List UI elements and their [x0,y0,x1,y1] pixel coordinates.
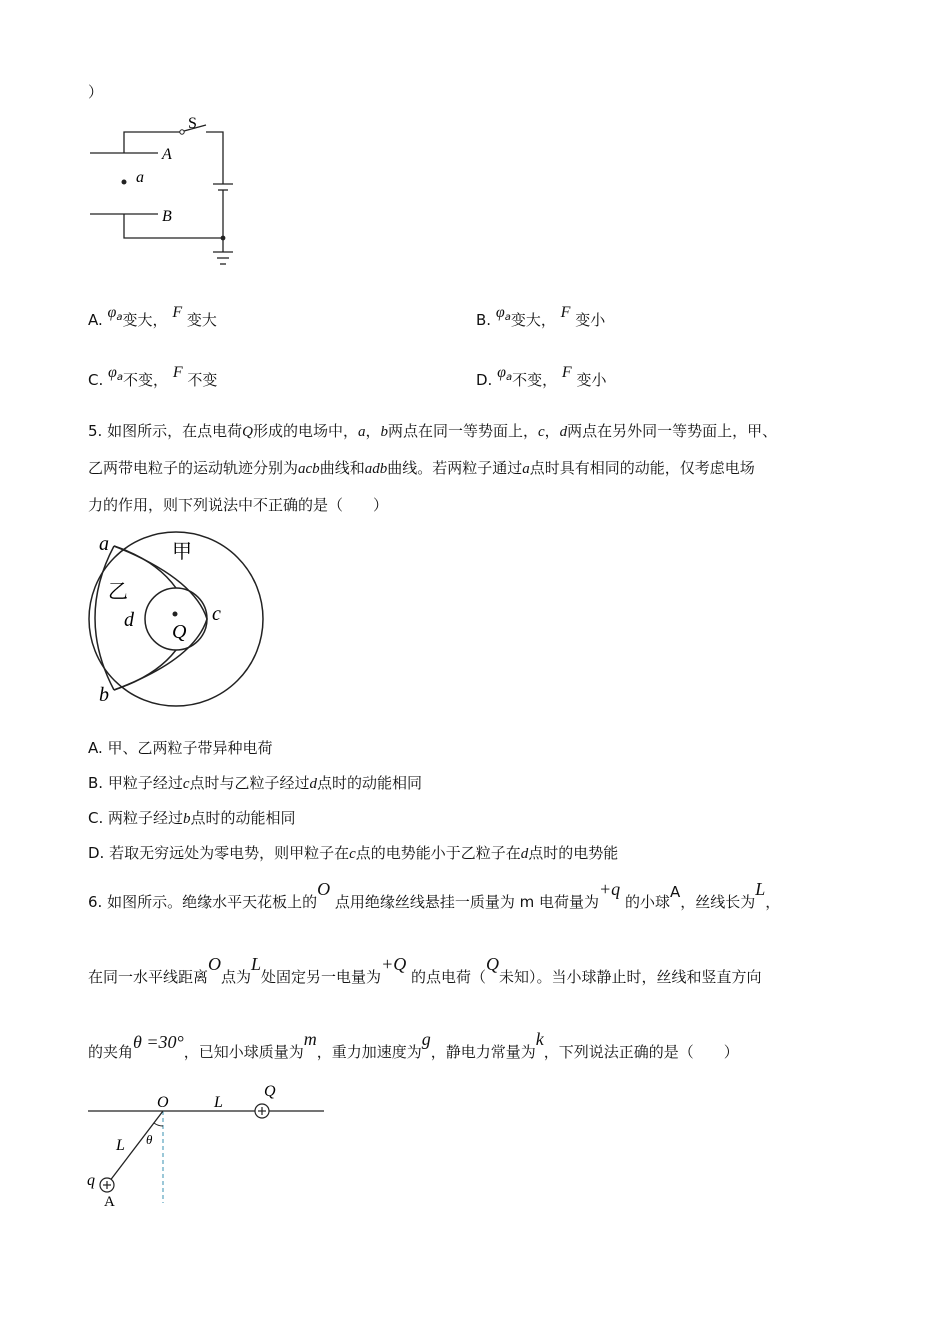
q4-option-a[interactable]: A. $\varphi^a$变大， F 变大 [88,304,217,329]
q4-option-d[interactable]: D. $\varphi^a$不变， F 变小 [476,364,607,389]
point-b-label: b [99,684,109,706]
point-d-label: d [124,609,134,631]
q5-stem-line-1: 5. 如图所示，在点电荷Q形成的电场中，a，b两点在同一等势面上，c，d两点在另外同一等势面上，甲、 [88,422,778,440]
capacitor-circuit-figure [80,108,250,278]
q6-stem-line-2: 在同一水平线距离O点为L处固定另一电量为+Q 的点电荷（Q未知）。当小球静止时，丝线和竖直方向 [88,954,762,986]
point-a-label: a [99,533,109,555]
point-a-label: a [136,169,144,186]
switch-label: S [188,115,197,132]
q5-option-c[interactable]: C. 两粒子经过b点时的动能相同 [88,809,296,827]
particle-yi-label: 乙 [108,581,128,603]
point-charge-field-figure [84,526,274,712]
q5-option-d[interactable]: D. 若取无穷远处为零电势，则甲粒子在c点的电势能小于乙粒子在d点时的电势能 [88,844,619,862]
string-l-label: L [116,1137,125,1154]
q4-option-c[interactable]: C. $\varphi^a$不变， F 不变 [88,364,218,389]
q6-stem-line-3: 的夹角θ =30°，已知小球质量为m，重力加速度为g，静电力常量为k，下列说法正确的是（ ） [88,1029,739,1061]
q5-option-a[interactable]: A. 甲、乙两粒子带异种电荷 [88,739,273,757]
plate-a-label: A [162,146,172,163]
q5-option-b[interactable]: B. 甲粒子经过c点时与乙粒子经过d点时的动能相同 [88,774,423,792]
charge-q-label: Q [264,1083,276,1100]
ball-a-label: A [104,1194,115,1210]
q5-stem-line-2: 乙两带电粒子的运动轨迹分别为acb曲线和adb曲线。若两粒子通过a点时具有相同的动能，仅考虑电场 [88,459,755,477]
previous-question-tail: ） [88,83,104,101]
q4-option-b[interactable]: B. $\varphi^a$变大， F 变小 [476,304,606,329]
q5-stem-line-3: 力的作用，则下列说法中不正确的是（ ） [88,496,389,514]
plate-b-label: B [162,208,172,225]
charge-q-label: Q [172,621,187,643]
angle-theta-label: θ [146,1132,153,1147]
point-c-label: c [212,603,221,625]
particle-jia-label: 甲 [172,541,192,563]
pendulum-charge-figure [84,1078,334,1213]
distance-l-label: L [214,1094,223,1111]
q6-stem-line-1: 6. 如图所示。绝缘水平天花板上的O 点用绝缘丝线悬挂一质量为 m 电荷量为+q 的小球A，丝线长为L， [88,879,781,911]
ball-charge-q-label: q [87,1172,95,1189]
pivot-o-label: O [157,1094,169,1111]
